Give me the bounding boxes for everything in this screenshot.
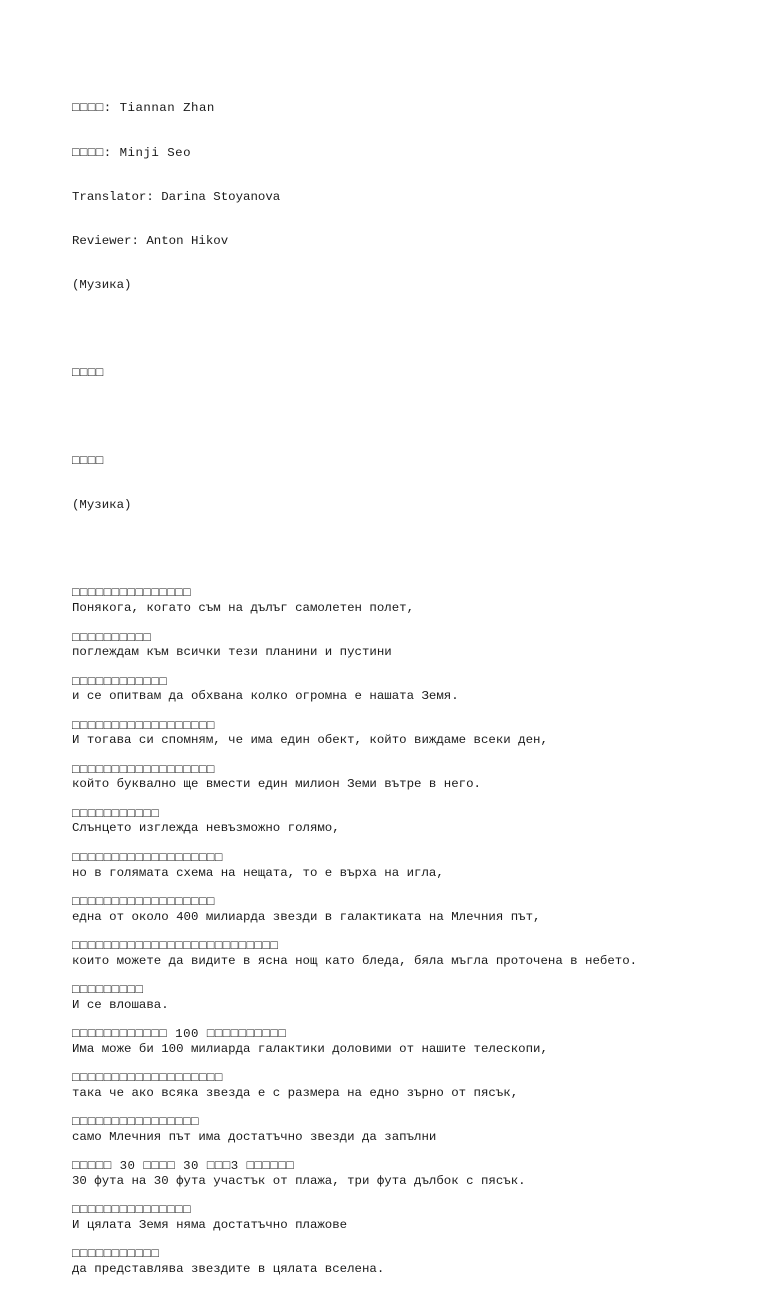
translator-line: Translator: Darina Stoyanova — [72, 189, 281, 204]
original-line: □□□□□□□□□□□ — [72, 1247, 160, 1262]
original-line: □□□□ — [72, 454, 104, 469]
translation-line: и се опитвам да обхвана колко огромна е нашата Земя. — [72, 689, 459, 704]
blank-line — [72, 792, 752, 807]
original-line: □□□□□□□□□□□□ — [72, 674, 168, 689]
original-line: □□□□□□□□□□□□□□□□□□ — [72, 718, 215, 733]
blank-line — [72, 410, 752, 425]
translation-line: да представлява звездите в цялата вселена. — [72, 1262, 385, 1277]
music-line: (Музика) — [72, 277, 132, 292]
blank-line — [72, 542, 752, 557]
original-line: □□□□□□□□□ — [72, 983, 144, 997]
translation-line: 30 фута на 30 фута участък от плажа, три фута дълбок с пясък. — [72, 1173, 526, 1188]
blank-line — [72, 748, 752, 763]
blank-line — [72, 322, 752, 337]
blank-line — [72, 704, 752, 719]
music-line: (Музика) — [72, 498, 132, 513]
blank-line — [72, 880, 752, 895]
blank-line — [72, 836, 752, 851]
translation-line: И тогава си спомням, че има един обект, който виждаме всеки ден, — [72, 733, 548, 748]
translation-line: Има може би 100 милиарда галактики доловими от нашите телескопи, — [72, 1041, 548, 1056]
original-line: □□□□□□□□□□□□□□□ — [72, 1203, 192, 1218]
blank-line — [72, 1189, 752, 1204]
translation-line: само Млечния път има достатъчно звезди да запълни — [72, 1129, 437, 1144]
subtitle-document — [72, 72, 752, 1291]
original-line: □□□□□□□□□□□□ 100 □□□□□□□□□□ — [72, 1027, 287, 1042]
original-line: □□□□□□□□□□□□□□□ — [72, 586, 192, 601]
original-reviewer-line: □□□□: Minji Seo — [72, 145, 192, 160]
blank-line — [72, 1056, 752, 1071]
original-line: □□□□□ 30 □□□□ 30 □□□3 □□□□□□ — [72, 1159, 295, 1174]
blank-line — [72, 1233, 752, 1248]
translation-line: поглеждам към всички тези планини и пустини — [72, 645, 392, 660]
original-line: □□□□□□□□□□□□□□□□□□□□□□□□□□ — [72, 938, 279, 953]
original-line: □□□□□□□□□□□□□□□□□□□ — [72, 850, 223, 865]
blank-line — [72, 968, 752, 983]
original-line: □□□□□□□□□□□ — [72, 806, 160, 821]
original-line: □□□□□□□□□□ — [72, 630, 152, 645]
translation-line: една от около 400 милиарда звезди в галактиката на Млечния път, — [72, 909, 541, 924]
blank-line — [72, 1012, 752, 1027]
translation-line: който буквално ще вмести един милион Земи вътре в него. — [72, 777, 481, 792]
blank-line — [72, 616, 752, 631]
original-line: □□□□□□□□□□□□□□□□ — [72, 1115, 199, 1130]
translation-line: така че ако всяка звезда е с размера на едно зърно от пясък, — [72, 1085, 519, 1100]
original-line: □□□□ — [72, 365, 104, 380]
translation-line: И се влошава. — [72, 997, 169, 1012]
original-line: □□□□□□□□□□□□□□□□□□□ — [72, 1071, 223, 1086]
translation-line: Слънцето изглежда невъзможно голямо, — [72, 821, 340, 836]
blank-line — [72, 1101, 752, 1116]
translation-line: И цялата Земя няма достатъчно плажове — [72, 1218, 348, 1232]
blank-line — [72, 660, 752, 675]
translation-line: които можете да видите в ясна нощ като бледа, бяла мъгла проточена в небето. — [72, 953, 638, 968]
subtitle-segments — [72, 586, 752, 1276]
transcriber-line: □□□□: Tiannan Zhan — [72, 101, 215, 116]
original-line: □□□□□□□□□□□□□□□□□□ — [72, 894, 215, 909]
translation-line: но в голямата схема на нещата, то е върха на игла, — [72, 865, 444, 880]
original-line: □□□□□□□□□□□□□□□□□□ — [72, 762, 215, 777]
reviewer-line: Reviewer: Anton Hikov — [72, 233, 229, 248]
blank-line — [72, 1145, 752, 1160]
blank-line — [72, 924, 752, 939]
translation-line: Понякога, когато съм на дълъг самолетен полет, — [72, 601, 415, 616]
